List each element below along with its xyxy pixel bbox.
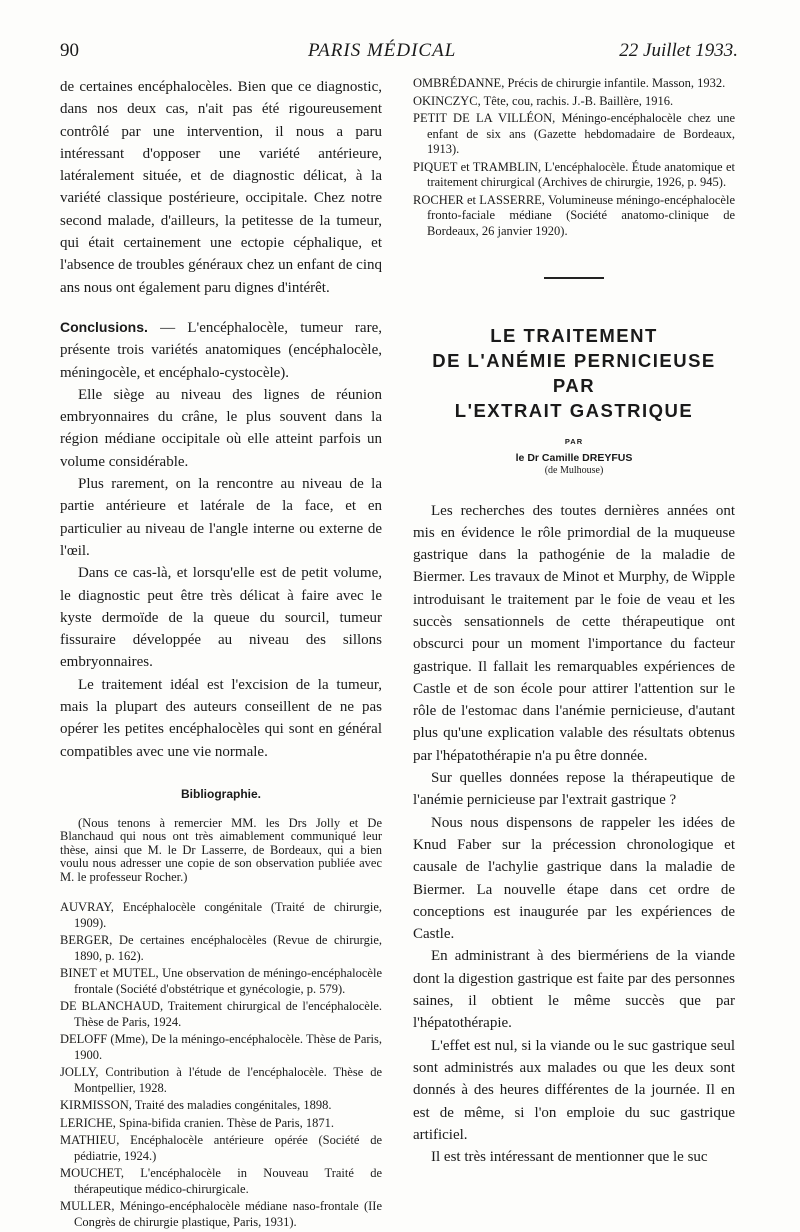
journal-title: PARIS MÉDICAL xyxy=(308,40,457,61)
paragraph: Plus rarement, on la rencontre au niveau de la partie antérieure et latérale de la face, et en particulier au niveau de l'angle interne ou externe de l'œil. xyxy=(60,476,382,559)
paragraph: Elle siège au niveau des lignes de réunion embryonnaires du crâne, le plus souvent dans la région médiane occipitale où elle atteint parfois un volume considérable. xyxy=(60,386,382,470)
reference-item: JOLLY, Contribution à l'étude de l'encéphalocèle. Thèse de Montpellier, 1928. xyxy=(60,1065,382,1095)
reference-item: PETIT DE LA VILLÉON, Méningo-encéphalocèle chez une enfant de six ans (Gazette hebdomadaire de Bordeaux, 1913). xyxy=(413,111,735,156)
reference-item: ROCHER et LASSERRE, Volumineuse méningo-encéphalocèle fronto-faciale médiane (Société anatomo-clinique de Bordeaux, 26 janvier 1920). xyxy=(413,192,735,238)
title-line: LE TRAITEMENT xyxy=(490,324,658,346)
paragraph: de certaines encéphalocèles. Bien que ce diagnostic, dans nos deux cas, n'ait pas été rigoureusement contrôlé par une intervention, il nous a paru intéressant d'opposer une variété antérieure, latéralement située, et de diagnostic délicat, à la variété classique postérieure, occipitale. Chez notre second malade, d'ailleurs, la petitesse de la tumeur, qui était certainement une ectopie céphalique, et l'absence de troubles généraux chez un enfant de cinq ans nous ont également paru dignes d'intérêt. xyxy=(60,79,382,296)
acknowledgement-note: (Nous tenons à remercier MM. les Drs Jolly et De Blanchaud qui nous ont très aimablement communiqué leur thèse, ainsi que M. le Dr Lasserre, de Bordeaux, qui a bien voulu nous adresser une copie de son observation publiée avec M. le professeur Rocher.) xyxy=(60,815,382,884)
reference-item: DE BLANCHAUD, Traitement chirurgical de l'encéphalocèle. Thèse de Paris, 1924. xyxy=(60,999,382,1029)
title-line: L'EXTRAIT GASTRIQUE xyxy=(454,399,694,421)
byline-par: PAR xyxy=(564,436,584,446)
reference-item: KIRMISSON, Traité des maladies congénitales, 1898. xyxy=(60,1098,332,1113)
reference-item: BERGER, De certaines encéphalocèles (Revue de chirurgie, 1890, p. 162). xyxy=(60,933,382,963)
left-column xyxy=(60,76,382,1232)
paragraph: Le traitement idéal est l'excision de la tumeur, mais la plupart des auteurs conseillent de ne pas opérer les petites encéphalocèles qui sont en général compatibles avec une vie normale. xyxy=(60,676,382,760)
conclusions-paragraph xyxy=(60,316,382,384)
reference-list xyxy=(60,900,382,1230)
author-affiliation: (de Mulhouse) xyxy=(544,464,604,476)
reference-list-continued xyxy=(413,76,735,239)
reference-item: OKINCZYC, Tête, cou, rachis. J.-B. Baillère, 1916. xyxy=(413,93,674,108)
paragraph: Les recherches des toutes dernières années ont mis en évidence le rôle primordial de la muqueuse gastrique dans la pathogénie de la maladie de Biermer. Les travaux de Minot et Murphy, de Wipple introduisant le traitement par le foie de veau et les succès sensationnels de cette thérapeutique ont obscurci pour un moment l'importance du facteur gastrique. Il fallait les remarquables expériences de Castle et de son école pour attirer l'attention sur le rôle de l'estomac dans l'anémie pernicieuse, d'autant plus qu'une explication valable des résultats obtenus par l'hépatothérapie n'a pu être donnée. xyxy=(413,502,735,764)
paragraph: Nous nous dispensons de rappeler les idées de Knud Faber sur la précession chronologique et causale de l'achylie gastrique dans la maladie de Biermer. La nouvelle étape dans cet ordre de conceptions est inaugurée par les expériences de Castle. xyxy=(413,814,735,943)
author-name: le Dr Camille DREYFUS xyxy=(515,451,633,464)
reference-item: MULLER, Méningo-encéphalocèle médiane naso-frontale (IIe Congrès de chirurgie plastique, Paris, 1931). xyxy=(60,1199,382,1229)
reference-item: AUVRAY, Encéphalocèle congénitale (Traité de chirurgie, 1909). xyxy=(60,900,382,930)
paragraph: Sur quelles données repose la thérapeutique de l'anémie pernicieuse par l'extrait gastrique ? xyxy=(413,770,735,809)
article-title xyxy=(413,323,735,423)
reference-item: OMBRÉDANNE, Précis de chirurgie infantile. Masson, 1932. xyxy=(413,76,726,90)
reference-item: LERICHE, Spina-bifida cranien. Thèse de Paris, 1871. xyxy=(60,1115,335,1130)
paragraph: En administrant à des biermériens de la viande dont la digestion gastrique est faite par des personnes saines, il obtient le même succès que par l'hépatothérapie. xyxy=(413,948,735,1032)
paragraph: Il est très intéressant de mentionner que le suc xyxy=(431,1149,708,1166)
conclusions-heading: Conclusions. xyxy=(60,318,148,335)
section-divider xyxy=(544,277,604,279)
title-line: DE L'ANÉMIE PERNICIEUSE xyxy=(432,349,716,371)
reference-item: MOUCHET, L'encéphalocèle in Nouveau Traité de thérapeutique médico-chirurgicale. xyxy=(60,1166,382,1196)
bibliography-heading: Bibliographie. xyxy=(180,786,261,801)
conclusions-text: — L'encéphalocèle, tumeur rare, présente trois variétés anatomiques (encéphalocèle, méningocèle, et encéphalo-cystocèle). xyxy=(60,319,382,381)
reference-item: DELOFF (Mme), De la méningo-encéphalocèle. Thèse de Paris, 1900. xyxy=(60,1032,382,1062)
right-column xyxy=(413,76,735,1168)
title-line: PAR xyxy=(552,374,596,396)
page-header xyxy=(48,40,738,68)
reference-item: BINET et MUTEL, Une observation de méningo-encéphalocèle frontale (Société d'obstétrique et gynécologie, p. 579). xyxy=(60,966,382,996)
reference-item: PIQUET et TRAMBLIN, L'encéphalocèle. Étude anatomique et traitement chirurgical (Archives de chirurgie, 1926, p. 945). xyxy=(413,159,735,189)
issue-date: 22 Juillet 1933. xyxy=(619,40,738,61)
reference-item: MATHIEU, Encéphalocèle antérieure opérée (Société de pédiatrie, 1924.) xyxy=(60,1133,382,1163)
page-number: 90 xyxy=(60,40,79,61)
paragraph: Dans ce cas-là, et lorsqu'elle est de petit volume, le diagnostic peut être très délicat à faire avec le kyste dermoïde de la queue du sourcil, tumeur fissuraire développée au niveau des sillons embryonnaires. xyxy=(60,565,382,671)
paragraph: L'effet est nul, si la viande ou le suc gastrique seul sont administrés aux malades ou que les deux sont donnés à des heures différentes de la journée. Il en est de même, si l'on emploie du suc gastrique artificiel. xyxy=(413,1037,735,1143)
